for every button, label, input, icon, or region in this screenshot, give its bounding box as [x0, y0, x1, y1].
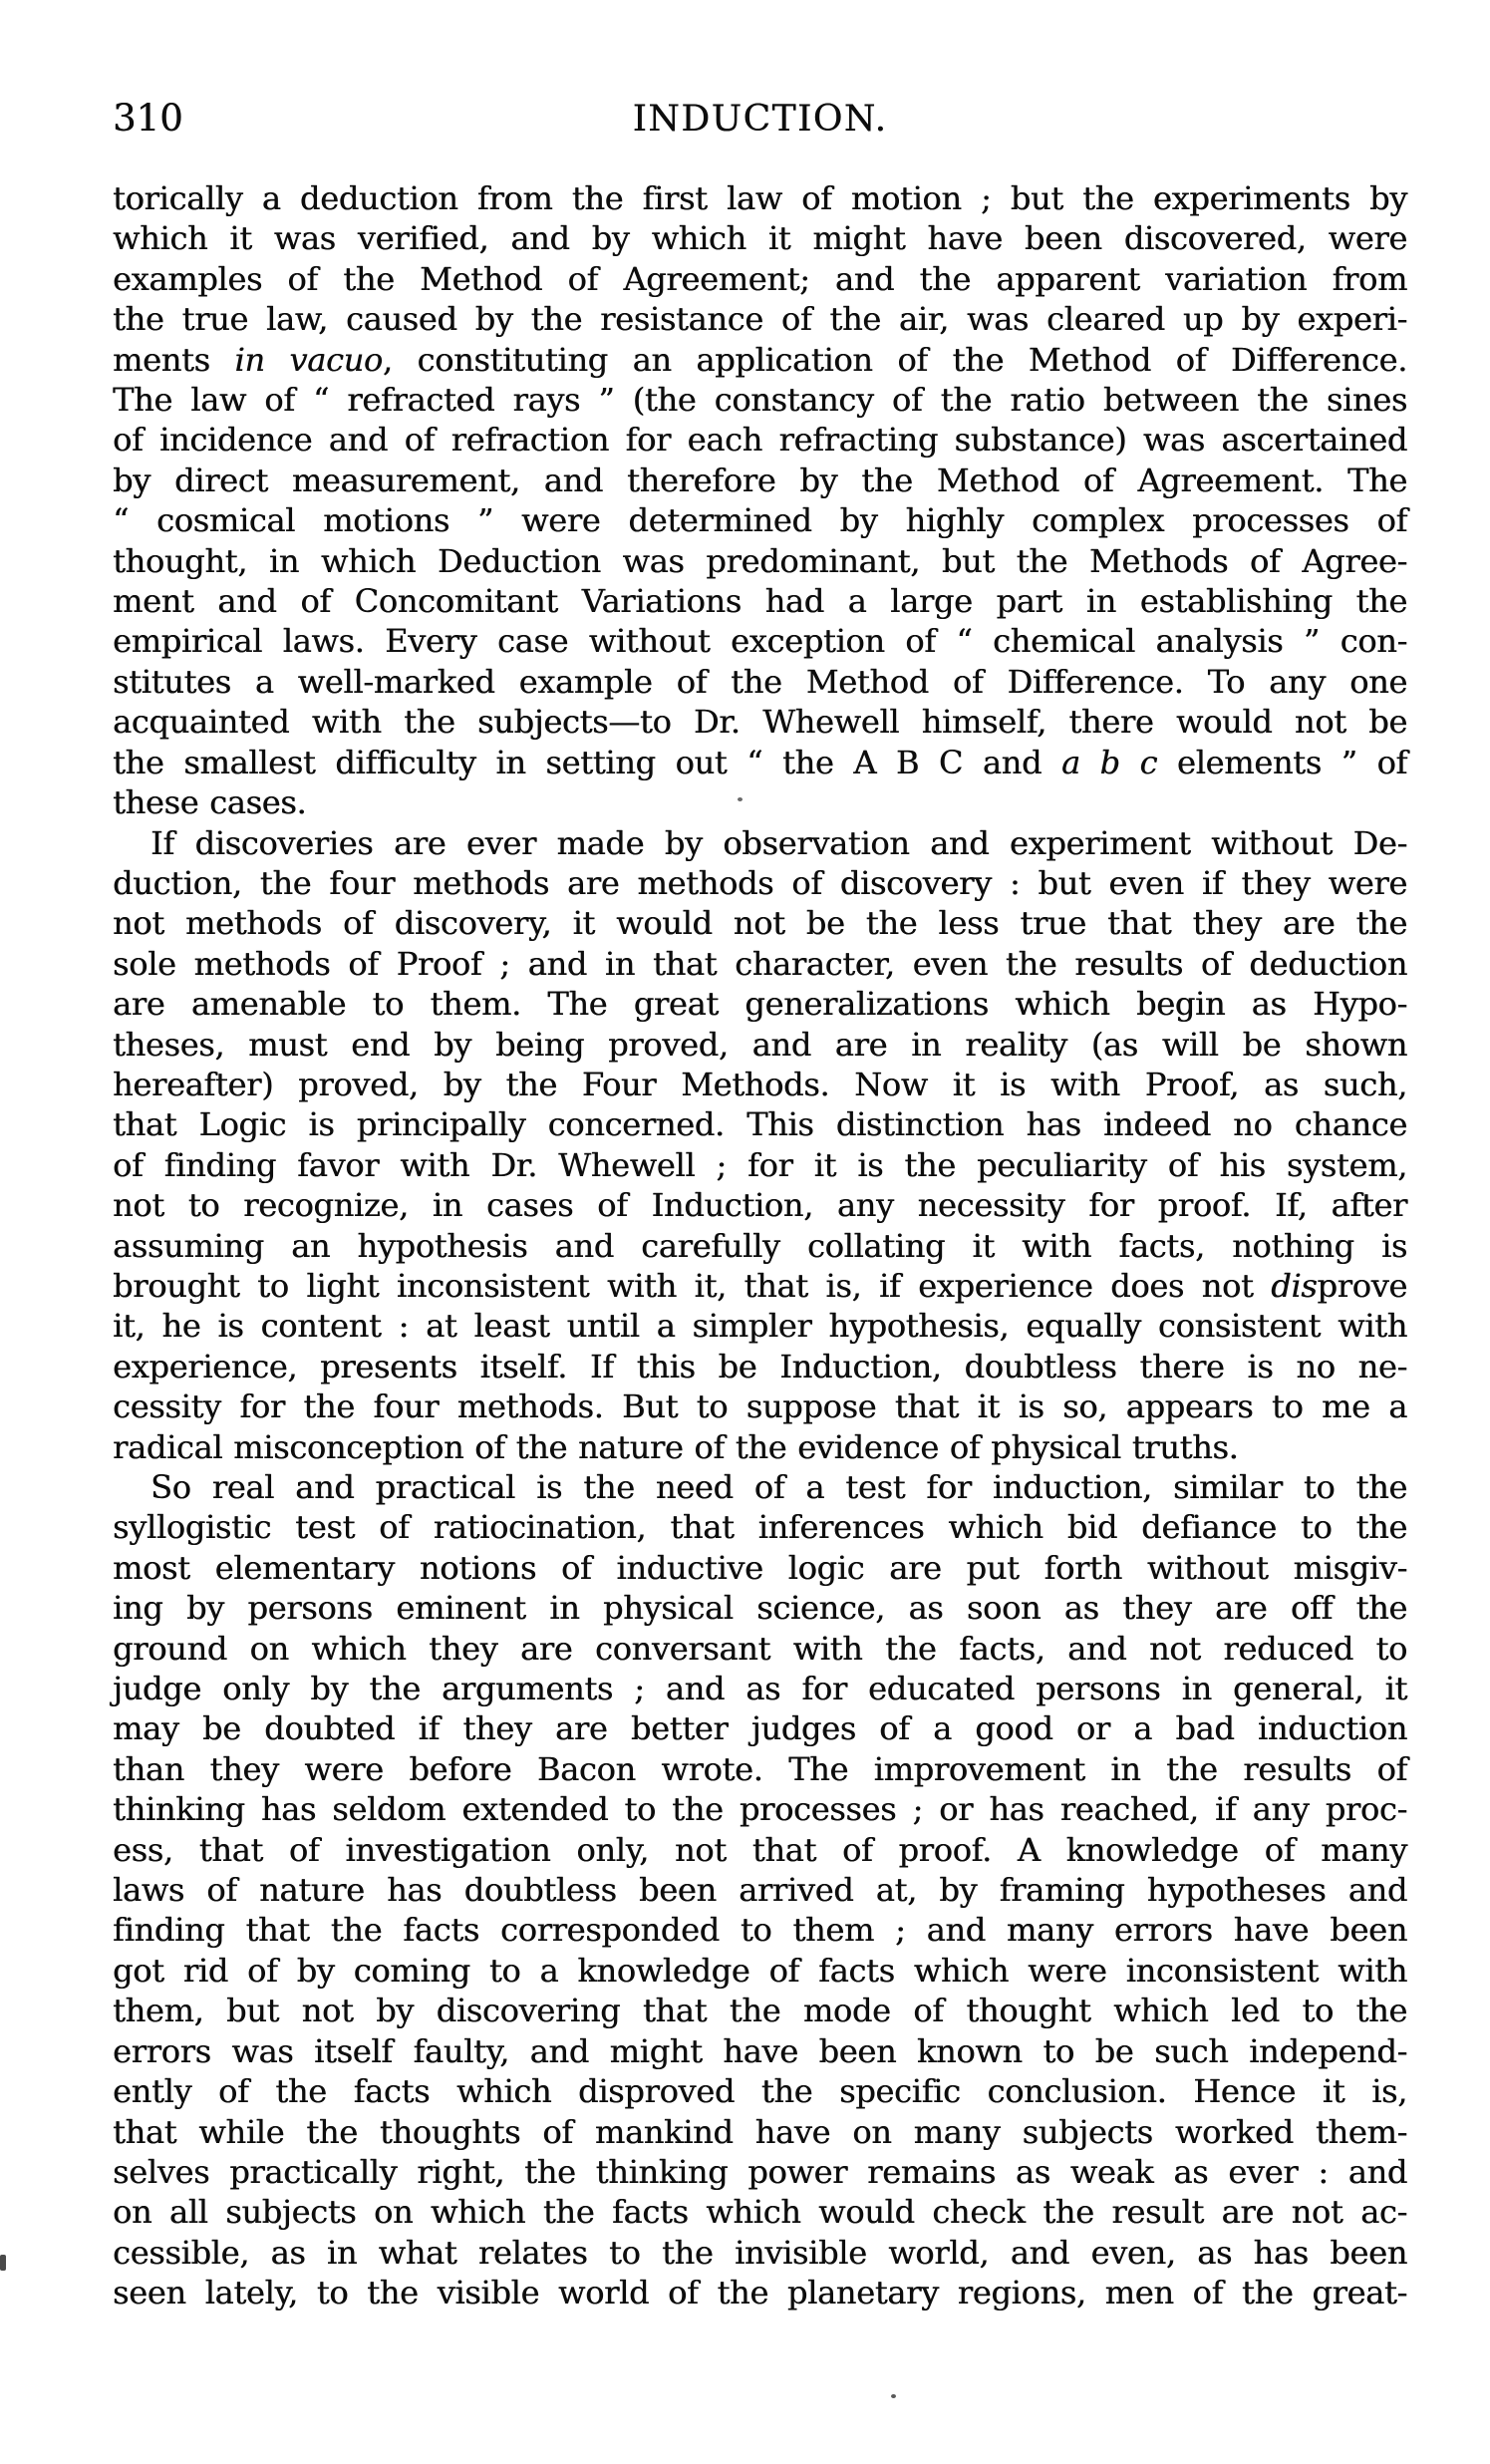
text-line: by direct measurement, and therefore by the Method of Agreement. The: [113, 461, 1407, 499]
scan-artifact-dot: [738, 797, 743, 801]
text-line: The law of “ refracted rays ” (the constancy of the ratio between the sines: [113, 381, 1407, 420]
paragraph: [113, 178, 1407, 823]
text-line: them, but not by discovering that the mode of thought which led to the: [113, 1992, 1407, 2030]
paragraph: [113, 1467, 1407, 2313]
scan-artifact-edge-mark: [0, 2255, 6, 2271]
text-line: duction, the four methods are methods of discovery : but even if they were: [113, 863, 1407, 902]
text-line: hereafter) proved, by the Four Methods. Now it is with Proof, as such,: [113, 1065, 1407, 1103]
text-line: not methods of discovery, it would not be the less true that they are the: [113, 904, 1407, 943]
text-line: the smallest difficulty in setting out “ the A B C and a b c elements ” of: [113, 743, 1407, 781]
text-line: cessity for the four methods. But to suppose that it is so, appears to me a: [113, 1387, 1407, 1426]
text-line: syllogistic test of ratiocination, that inferences which bid defiance to the: [113, 1508, 1407, 1547]
text-line: which it was verified, and by which it might have been discovered, were: [113, 219, 1407, 258]
text-line: So real and practical is the need of a test for induction, similar to the: [150, 1468, 1407, 1506]
text-line: acquainted with the subjects—to Dr. Whewell himself, there would not be: [113, 703, 1407, 742]
text-line: than they were before Bacon wrote. The improvement in the results of: [113, 1749, 1407, 1788]
text-line: seen lately, to the visible world of the planetary regions, men of the great-: [113, 2274, 1407, 2312]
text-line: radical misconception of the nature of the evidence of physical truths.: [113, 1427, 1239, 1466]
text-line: are amenable to them. The great generalizations which begin as Hypo-: [113, 985, 1407, 1024]
text-line: the true law, caused by the resistance of the air, was cleared up by experi-: [113, 300, 1407, 339]
text-line: these cases.: [113, 783, 307, 822]
text-line: stitutes a well-marked example of the Method of Difference. To any one: [113, 662, 1407, 701]
text-line: that while the thoughts of mankind have on many subjects worked them-: [113, 2112, 1407, 2151]
text-line: empirical laws. Every case without exception of “ chemical analysis ” con-: [113, 622, 1407, 661]
text-line: judge only by the arguments ; and as for educated persons in general, it: [113, 1670, 1407, 1708]
text-line: torically a deduction from the first law of motion ; but the experiments by: [113, 179, 1407, 217]
paragraph: [113, 823, 1407, 1468]
text-line: not to recognize, in cases of Induction, any necessity for proof. If, after: [113, 1186, 1407, 1225]
text-line: errors was itself faulty, and might have been known to be such independ-: [113, 2031, 1407, 2070]
text-line: ing by persons eminent in physical science, as soon as they are off the: [113, 1589, 1407, 1628]
text-line: it, he is content : at least until a simpler hypothesis, equally consistent with: [113, 1307, 1407, 1346]
text-line: ess, that of investigation only, not that of proof. A knowledge of many: [113, 1830, 1407, 1869]
text-line: laws of nature has doubtless been arrived at, by framing hypotheses and: [113, 1871, 1407, 1910]
text-line: ments in vacuo, constituting an application of the Method of Difference.: [113, 340, 1407, 379]
text-line: sole methods of Proof ; and in that character, even the results of deduction: [113, 944, 1407, 983]
text-line: brought to light inconsistent with it, that is, if experience does not disprove: [113, 1266, 1407, 1305]
text-line: cessible, as in what relates to the invisible world, and even, as has been: [113, 2233, 1407, 2272]
page-body: [113, 178, 1407, 2313]
text-line: If discoveries are ever made by observation and experiment without De-: [150, 823, 1407, 862]
text-line: ment and of Concomitant Variations had a large part in establishing the: [113, 582, 1407, 621]
text-line: thinking has seldom extended to the processes ; or has reached, if any proc-: [113, 1790, 1407, 1829]
text-line: selves practically right, the thinking power remains as weak as ever : and: [113, 2152, 1407, 2191]
scan-artifact-dot: [891, 2394, 896, 2398]
page-number: 310: [113, 97, 183, 140]
text-line: of finding favor with Dr. Whewell ; for it is the peculiarity of his system,: [113, 1145, 1407, 1184]
running-header-title: INDUCTION.: [632, 99, 888, 140]
text-line: “ cosmical motions ” were determined by highly complex processes of: [113, 501, 1407, 540]
text-line: finding that the facts corresponded to them ; and many errors have been: [113, 1911, 1407, 1950]
text-line: thought, in which Deduction was predominant, but the Methods of Agree-: [113, 541, 1407, 580]
text-line: on all subjects on which the facts which would check the result are not ac-: [113, 2193, 1407, 2232]
text-line: theses, must end by being proved, and are in reality (as will be shown: [113, 1025, 1407, 1064]
text-line: got rid of by coming to a knowledge of facts which were inconsistent with: [113, 1951, 1407, 1990]
text-line: ently of the facts which disproved the specific conclusion. Hence it is,: [113, 2072, 1407, 2111]
text-line: most elementary notions of inductive logic are put forth without misgiv-: [113, 1548, 1407, 1587]
text-line: examples of the Method of Agreement; and the apparent variation from: [113, 259, 1407, 298]
text-line: ground on which they are conversant with the facts, and not reduced to: [113, 1629, 1407, 1668]
text-line: may be doubted if they are better judges of a good or a bad induction: [113, 1709, 1407, 1748]
text-line: that Logic is principally concerned. This distinction has indeed no chance: [113, 1105, 1407, 1144]
text-line: experience, presents itself. If this be Induction, doubtless there is no ne-: [113, 1347, 1407, 1386]
text-line: of incidence and of refraction for each refracting substance) was ascertained: [113, 421, 1407, 460]
text-line: assuming an hypothesis and carefully collating it with facts, nothing is: [113, 1226, 1407, 1265]
